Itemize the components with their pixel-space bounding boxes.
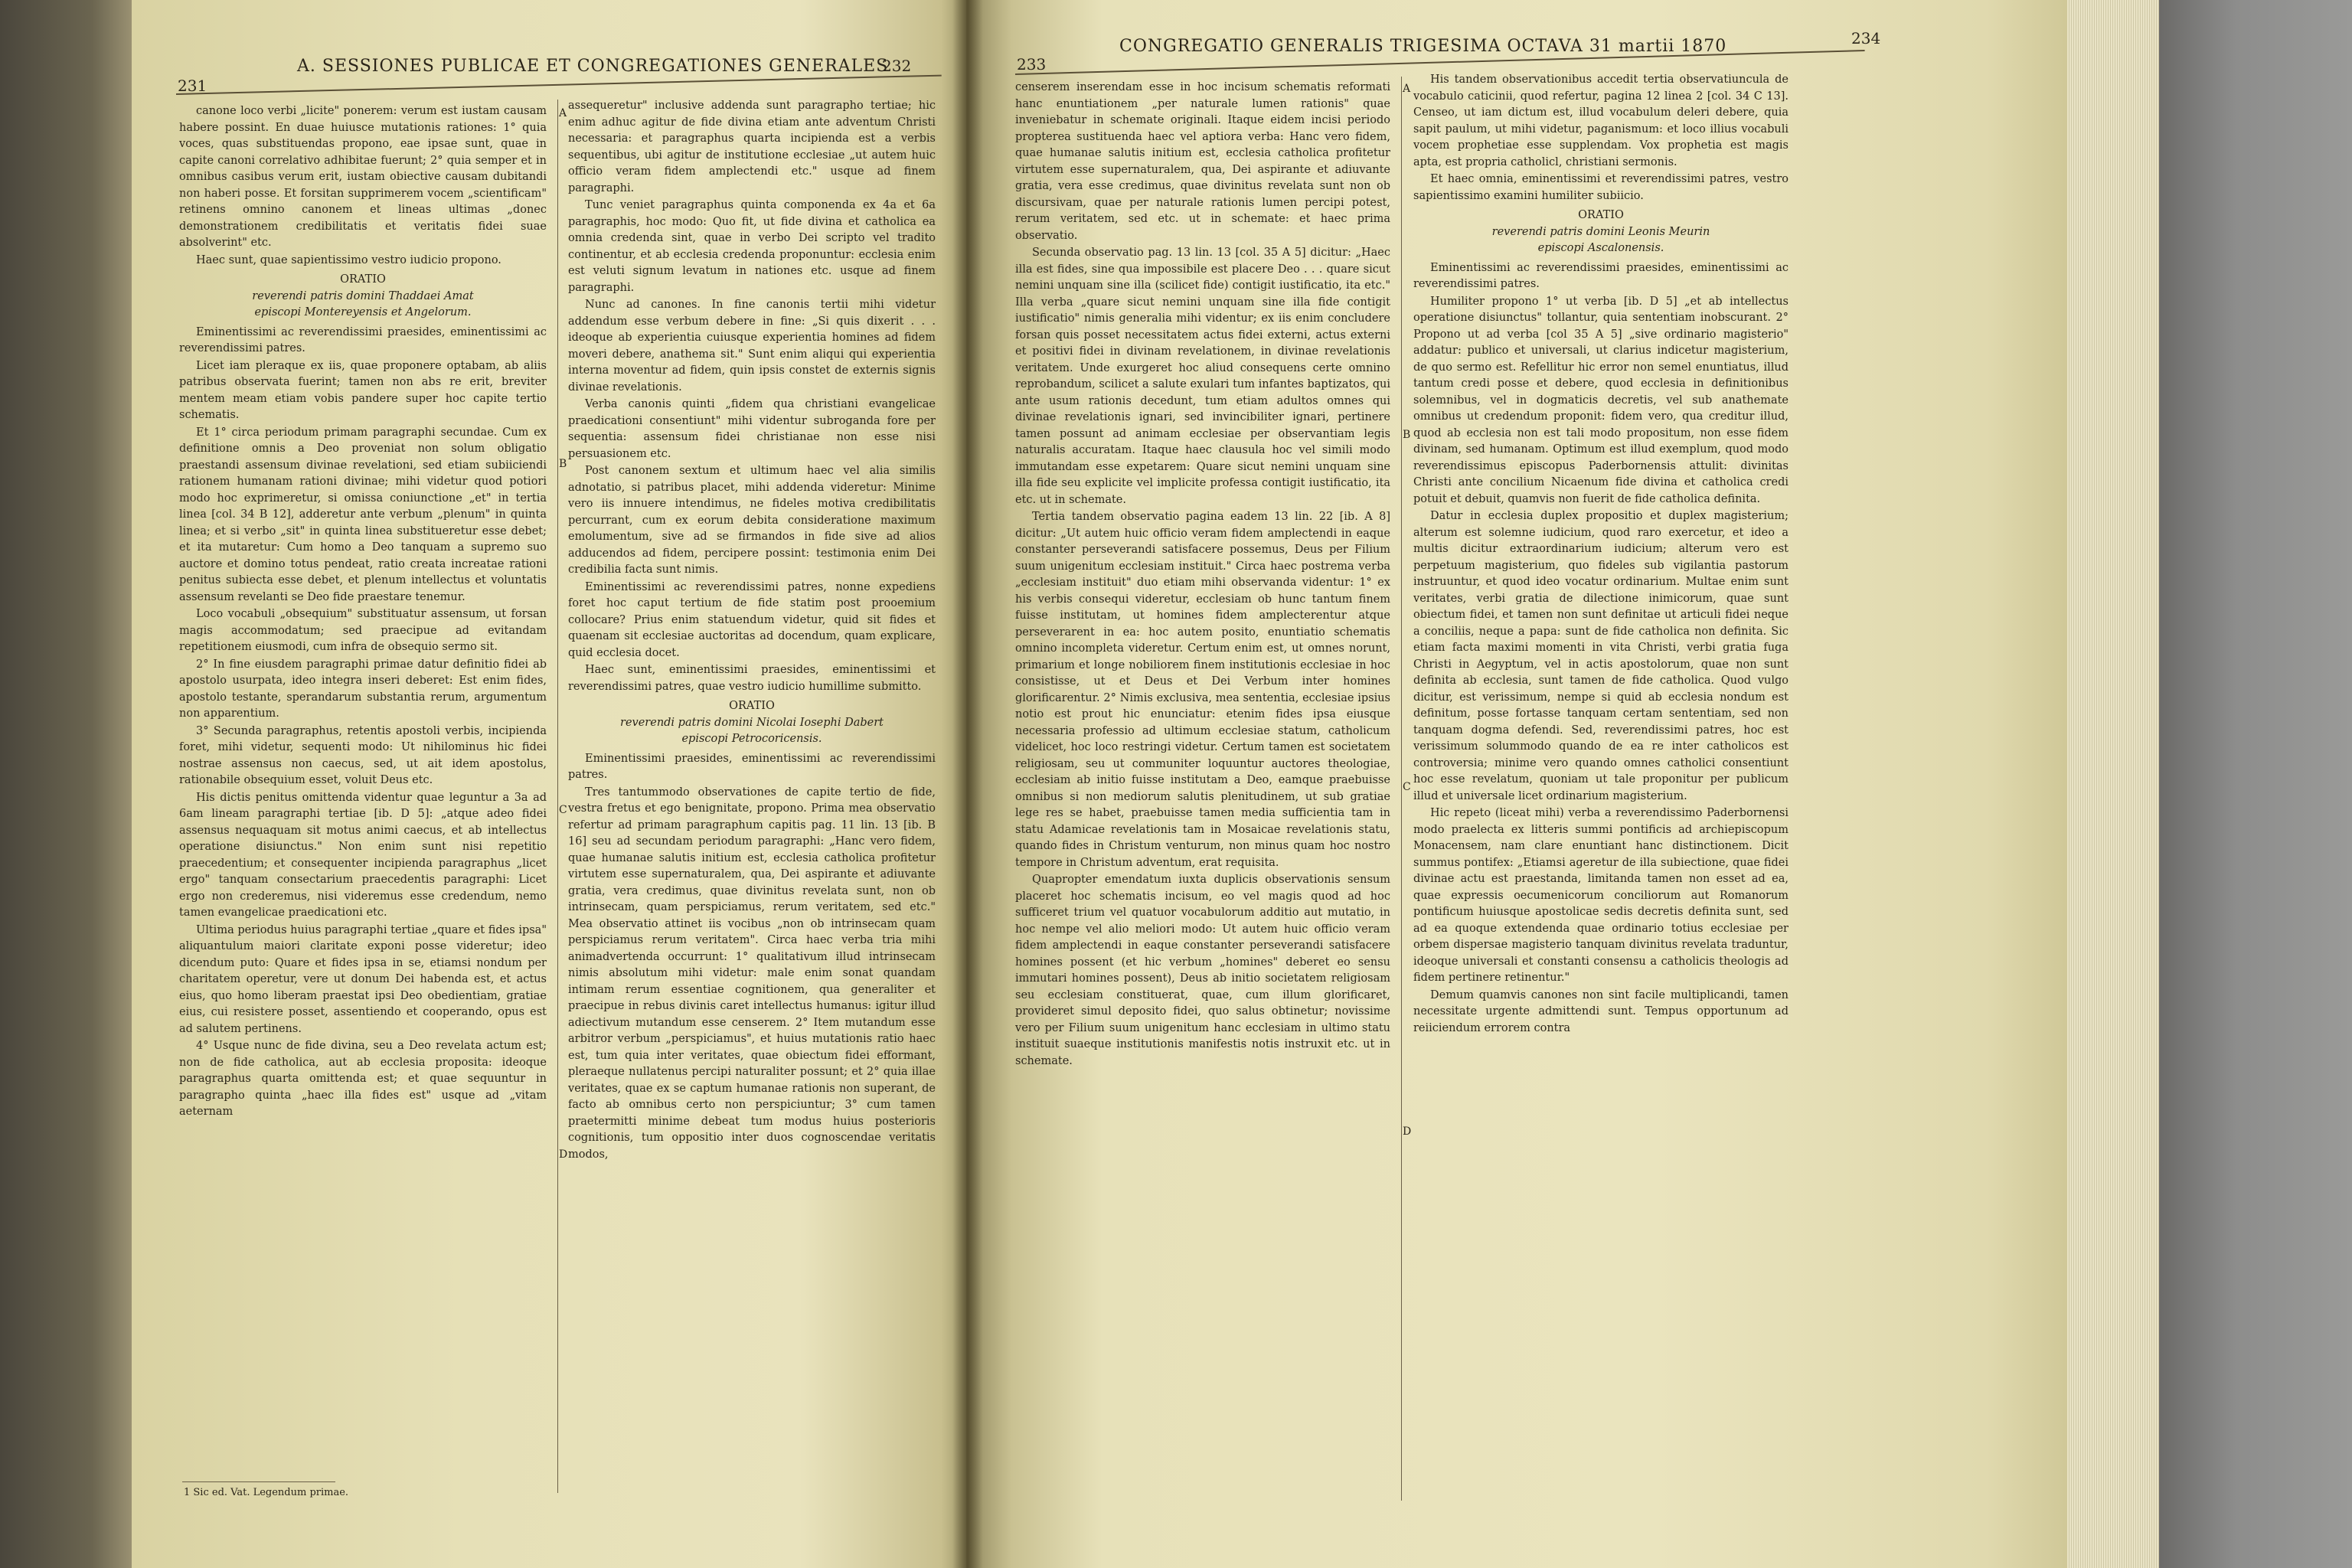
- paragraph: Eminentissimi ac reverendissimi praesides, eminentissimi ac reverendissimi patres.: [1413, 261, 1788, 290]
- running-head: A. SESSIONES PUBLICAE ET CONGREGATIONES GENERALES: [297, 57, 889, 76]
- paragraph: Tertia tandem observatio pagina eadem 13 lin. 22 [ib. A 8] dicitur: „Ut autem huic officio veram fidem amplectendi in eaque constanter perseverandi satisfacere possemus, Deus per Filium suum unigenitum ecclesiam instituit." Circa haec postrema verba „ecclesiam instituit" duo etiam mihi observanda videntur: 1° ex his verbis consequi videretur, ecclesiam ob hunc tantum finem fuisse institutam, ut homines fidem amplecterentur atque perseverarent in ea: hoc autem posito, enuntiatio schematis omnino incompleta videretur. Certum enim est, ut omnes norunt, primarium et longe nobiliorem finem institutionis ecclesiae in hoc consistisse, ut et Deus et Dei Verbum inter homines glorificarentur. 2° Nimis exclusiva, mea sententia, ecclesiae ipsius notio est prout hic enunciatur: etenim fides ipsa eiusque necessaria professio ad ultimum ecclesiae statum, catholicum videlicet, hoc loco restringi videtur. Certum tamen est societatem religiosam, seu ut communiter loquuntur auctores theologiae, ecclesiam ab initio fuisse institutam a Deo, eamque praebuisse omnibus si non mediorum salutis plenitudinem, ut sub gratiae lege res se habet, praebuisse tamen media sufficientia tam in statu Adamicae revelationis tam in Mosaicae revelationis statu, quando fides in Christum venturum, non minus quam hoc nostro tempore in Christum adventum, erat requisita.: [1015, 511, 1390, 869]
- paragraph: Tres tantummodo observationes de capite tertio de fide, vestra fretus et ego benignitate, propono. Prima mea observatio refertur ad primam paragraphum capitis pag. 11 lin. 13 [ib. B 16] seu ad secundam periodum paragraphi: „Hanc vero fidem, quae humanae salutis initium est, ecclesia catholica profitetur virtutem esse supernaturalem, qua, Dei aspirante et adiuvante gratia, vera credimus, quae divinitus revelata sunt, non ob intrinsecam, quam perspiciamus, rerum veritatem, sed etc." Mea observatio attinet iis vocibus „non ob intrinsecam quam perspiciamus rerum veritatem". Circa haec verba tria mihi animadvertenda occurrunt: 1° qualitativum illud intrinsecam nimis absolutum mihi videtur: male enim sonat quandam intimam rerum essentiae cognitionem, qua generaliter et praecipue in rebus divinis caret intellectus humanus: igitur illud adiectivum mutandum esse censerem. 2° Item mutandum esse arbitror verbum „perspiciamus", et huius mutationis ratio haec est, tum quia inter veritates, quae obiectum fidei efformant, pleraeque nullatenus percipi naturaliter possunt; et 2° quia illae veritates, quae ex se captum humanae rationis non superant, de facto ab omnibus certo non perspiciuntur; 3° cum tamen praetermitti minime debeat tum modus huius posterioris cognitionis, tum oppositio inter duos cognoscendae veritatis modos,: [568, 786, 936, 1161]
- oratio-heading: ORATIO: [1578, 209, 1624, 221]
- left-column-2: [568, 98, 936, 1507]
- paragraph: Secunda observatio pag. 13 lin. 13 [col. 35 A 5] dicitur: „Haec illa est fides, sine qua impossibile est placere Deo . . . quare sicut nemini unquam sine illa (scilicet fide) contigit iustificatio, ita etc." Illa verba „quare sicut nemini unquam sine illa fide contigit iustificatio" nimis generalia mihi videntur; ex iis enim concludere forsan quis posset necessitatem actus fidei externi, actus externi et positivi fidei in divinam revelationem, in divinae revelationis veritatem. Unde exurgeret hoc aliud consequens certe omnino reprobandum, scilicet a salute exulari tum infantes baptizatos, qui ante usum rationis decedunt, tum etiam adultos omnes qui divinae revelationis ignari, sed invincibiliter ignari, pertinere tamen possunt ad animam ecclesiae per observantiam legis naturalis accuratam. Itaque haec clausula hoc vel simili modo immutandam esse expetarem: Quare sicut nemini unquam sine illa fide seu explicite vel implicite professa contigit iustificatio, ita etc. ut in schemate.: [1015, 247, 1390, 506]
- left-column-1: [179, 103, 547, 1481]
- paragraph: His dictis penitus omittenda videntur quae leguntur a 3a ad 6am lineam paragraphi tertiae [ib. D 5]: „atque adeo fidei assensus nequaquam sit motus animi caecus, et ab intellectus operatione disiunctus." Non enim sunt nisi repetitio praecedentium; et consequenter incipienda paragraphus „licet ergo" tanquam consectarium praecedentis paragraphi: Licet ergo non crederemus, nisi videremus esse credendum, nemo tamen evangelicae praedicationi etc.: [179, 791, 547, 919]
- footnote-rule: [182, 1481, 335, 1482]
- page-number: 234: [1851, 29, 1881, 47]
- table-surface: [2159, 0, 2352, 1568]
- margin-marker: C: [559, 804, 567, 816]
- paragraph: Humiliter propono 1° ut verba [ib. D 5] „et ab intellectus operatione disiunctus" tollantur, quia sententiam inobscurant. 2° Propono ut ad verba [col 35 A 5] „sive ordinario magisterio" addatur: publico et universali, ut clarius indicetur magisterium, de quo sermo est. Refellitur hic error non semel enuntiatus, illud tantum credi posse et debere, quod ecclesia in definitionibus solemnibus, vel in dogmaticis decretis, vel sub anathemate omnibus ut credendum proponit: fidem vero, qua creditur illud, quod ab ecclesia non est tali modo propositum, non esse fidem divinam, sed humanam. Optimum est illud exemplum, quod modo reverendissimus episcopus Paderbornensis attulit: divinitas Christi ante concilium Nicaenum fide divina et catholica credi potuit et debuit, quamvis non fuerit de fide catholica definita.: [1413, 295, 1788, 505]
- background-left: [0, 0, 132, 1568]
- paragraph: Verba canonis quinti „fidem qua christiani evangelicae praedicationi consentiunt" mihi videntur subroganda fore per sequentia: assensum fidei christianae non esse nisi persuasionem etc.: [568, 398, 936, 460]
- paragraph: Eminentissimi ac reverendissimi praesides, eminentissimi ac reverendissimi patres.: [179, 325, 547, 354]
- margin-marker: A: [1403, 83, 1411, 95]
- column-rule: [1401, 77, 1402, 1501]
- paragraph: Haec sunt, eminentissimi praesides, eminentissimi et reverendissimi patres, quae vestro iudicio humillime submitto.: [568, 664, 936, 693]
- paragraph: Loco vocabuli „obsequium" substituatur assensum, ut forsan magis accommodatum; sed praecipue ad evitandam repetitionem eiusmodi, cum infra de obsequio sermo sit.: [179, 608, 547, 653]
- paragraph: 2° In fine eiusdem paragraphi primae datur definitio fidei ab apostolo usurpata, ideo integra inseri deberet: Est enim fides, apostolo testante, sperandarum substantia rerum, argumentum non apparentium.: [179, 658, 547, 720]
- right-column-1: [1015, 80, 1390, 1504]
- paragraph: 3° Secunda paragraphus, retentis apostoli verbis, incipienda foret, mihi videtur, sequenti modo: Ut nihilominus hic fidei nostrae assensus non caecus, sed, ut ait idem apostolus, rationabile obsequium esset, voluit Deus etc.: [179, 724, 547, 786]
- speaker-see: episcopi Ascalonensis.: [1537, 242, 1664, 254]
- paragraph: His tandem observationibus accedit tertia observatiuncula de vocabulo caticinii, quod refertur, pagina 12 linea 2 [col. 34 C 13]. Censeo, ut iam dictum est, illud vocabulum deleri debere, quia sapit paulum, ut mihi videtur, paganismum: et loco illius vocabuli vocem prophetiae esse supplendam. Vox prophetia est magis apta, est propria catholicl, christiani sermonis.: [1413, 74, 1788, 168]
- page-edges: [2067, 0, 2159, 1568]
- right-column-2: [1413, 72, 1788, 1496]
- speaker-see: episcopi Petrocoricensis.: [681, 733, 822, 745]
- paragraph: Tunc veniet paragraphus quinta componenda ex 4a et 6a paragraphis, hoc modo: Quo fit, ut fide divina et catholica ea omnia credenda sint, quae in verbo Dei scripto vel tradito continentur, et ab ecclesia credenda proponuntur: ecclesia enim est veluti signum levatum in nationes etc. usque ad finem paragraphi.: [568, 199, 936, 294]
- paragraph: Post canonem sextum et ultimum haec vel alia similis adnotatio, si patribus placet, mihi addenda videretur: Minime vero iis innuere intendimus, ne fideles motiva credibilitatis percurrant, cum ex eorum debita consideratione maximum emolumentum, sive ad se firmandos in fide sive ad alios adducendos ad fidem, percipere possint: testimonia enim Dei credibilia facta sunt nimis.: [568, 465, 936, 576]
- oratio-heading: ORATIO: [729, 700, 775, 712]
- running-head: CONGREGATIO GENERALIS TRIGESIMA OCTAVA 31 martii 1870: [1119, 37, 1727, 56]
- speaker-see: episcopi Montereyensis et Angelorum.: [254, 306, 472, 318]
- margin-marker: B: [559, 458, 567, 470]
- margin-marker: D: [1403, 1125, 1412, 1138]
- paragraph: canone loco verbi „licite" ponerem: verum est iustam causam habere possint. En duae huiusce mutationis rationes: 1° quia voces, quas substituendas propono, eae ipsae sunt, quae in capite canoni correlativo adhibitae fuerunt; 2° quia semper et in omnibus casibus verum erit, iustam obiective causam dubitandi non haberi posse. Et forsitan supprimerem vocem „scientificam" retinens omnino canonem et lineas ultimas „donec demonstrationem credibilitatis et veritatis fidei suae absolverint" etc.: [179, 105, 547, 249]
- paragraph: Eminentissimi praesides, eminentissimi ac reverendissimi patres.: [568, 752, 936, 781]
- footnote: 1 Sic ed. Vat. Legendum primae.: [184, 1487, 349, 1498]
- speaker-name: reverendi patris domini Thaddaei Amat: [252, 289, 474, 302]
- paragraph: Datur in ecclesia duplex propositio et duplex magisterium; alterum est solemne iudicium, quod raro exercetur, et ideo a multis dicitur extraordinarium iudicium; alterum vero est perpetuum magisterium, quo fideles sub vigilantia pastorum instruuntur, et quod ideo vocatur ordinarium. Multae enim sunt veritates, verbi gratia de dilectione inimicorum, quae sunt obiectum fidei, et tamen non sunt definitae ut articuli fidei neque a conciliis, neque a papa: sunt de fide catholica non definita. Sic etiam facta maximi momenti in vita Christi, verbi gratia fuga Christi in Aegyptum, vel in actis apostolorum, quae non sunt definita ab ecclesia, sunt tamen de fide catholica. Quod vulgo dicitur, est verissimum, nempe si quid ab ecclesia nondum est definitum, posse fortasse tanquam certam sententiam, sed non tanquam dogma defendi. Sed, reverendissimi patres, hoc est verissimum solummodo quando de ea re inter catholicos est controversia; minime vero quando omnes catholici consentiunt hoc esse revelatum, quoniam ut tale proponitur per publicum illud et universale licet ordinarium magisterium.: [1413, 510, 1788, 802]
- page-number: 231: [178, 77, 207, 95]
- paragraph: Nunc ad canones. In fine canonis tertii mihi videtur addendum esse verbum debere in fine: „Si quis dixerit . . . ideoque ab experientia cuiusque experientia homines ad fidem moveri debere, anathema sit." Sunt enim aliqui qui experientia interna moventur ad fidem, quin ipsis constet de externis signis divinae revelationis.: [568, 299, 936, 394]
- speaker-name: reverendi patris domini Nicolai Iosephi Dabert: [620, 716, 884, 729]
- margin-marker: D: [559, 1148, 568, 1161]
- margin-marker: B: [1403, 429, 1411, 441]
- page-number: 232: [882, 57, 912, 75]
- paragraph: 4° Usque nunc de fide divina, seu a Deo revelata actum est; non de fide catholica, aut ab ecclesia proposita: ideoque paragraphus quarta omittenda est; et quae sequuntur in paragrapho quinta „haec illa fides est" usque ad „vitam aeternam: [179, 1040, 547, 1118]
- paragraph: Haec sunt, quae sapientissimo vestro iudicio propono.: [196, 253, 501, 266]
- paragraph: Hic repeto (liceat mihi) verba a reverendissimo Paderbornensi modo praelecta ex litteris summi pontificis ad archiepiscopum Monacensem, nam clare enuntiant hanc distinctionem. Dicit summus pontifex: „Etiamsi ageretur de illa subiectione, quae fidei divinae actu est praestanda, limitanda tamen non esset ad ea, quae expressis oecumenicorum conciliorum aut Romanorum pontificum huiusque apostolicae sedis decretis definita sunt, sed ad ea quoque extendenda quae ordinario totius ecclesiae per orbem dispersae magisterio tanquam divinitus revelata traduntur, ideoque universali et constanti consensu a catholicis theologis ad fidem pertinere retinentur.": [1413, 807, 1788, 984]
- column-rule: [557, 100, 558, 1493]
- margin-marker: C: [1403, 781, 1411, 793]
- paragraph: Quapropter emendatum iuxta duplicis observationis sensum placeret hoc schematis incisum, eo vel magis quod ad hoc sufficeret trium vel quatuor vocabulorum additio aut mutatio, in hoc nempe vel alio meliori modo: Ut autem huic officio veram fidem amplectendi in eaque constanter perseverandi satisfacere homines possent (et hic verbum „homines" deberet eo sensu immutari homines possent), Deus ab initio societatem religiosam seu ecclesiam constituerat, quae, cum illum glorificaret, provideret simul deposito fidei, quo salus obtinetur; novissime vero per Filium suum unigenitum hanc ecclesiam in ultimo statu instituit suaeque institutionis manifestis notis instruxit etc. ut in schemate.: [1015, 874, 1390, 1067]
- speaker-name: reverendi patris domini Leonis Meurin: [1491, 225, 1710, 238]
- paragraph: Ultima periodus huius paragraphi tertiae „quare et fides ipsa" aliquantulum maiori claritate exponi posse videretur; ideo dicendum puto: Quare et fides ipsa in se, etiamsi nondum per charitatem operetur, vere ut donum Dei habenda est, et actus eius, quo homo liberam praestat ipsi Deo obedientiam, gratiae eius, cui resistere posset, assentiendo et cooperando, opus est ad salutem pertinens.: [179, 923, 547, 1035]
- paragraph: Eminentissimi ac reverendissimi patres, nonne expediens foret hoc caput tertium de fide statim post prooemium collocare? Prius enim statuendum videtur, quid sit fides et quaenam sit ecclesiae auctoritas ad docendum, quam explicare, quid ecclesia docet.: [568, 580, 936, 659]
- paragraph: censerem inserendam esse in hoc incisum schematis reformati hanc enuntiationem „per naturale lumen rationis" quae inveniebatur in schemate originali. Itaque eidem incisi periodo propterea sustituenda haec vel aptiora verba: Hanc vero fidem, quae humanae salutis initium est, ecclesia catholica profitetur virtutem esse supernaturalem, qua, Dei aspirante et adiuvante gratia, vera esse credimus, quae divinitus revelata sunt non ob discursivam, quae per naturale rationis lumen percipi potest, rerum veritatem, sed etc. ut in schemate: et haec prima observatio.: [1015, 81, 1390, 242]
- book-gutter: [952, 0, 983, 1568]
- oratio-heading: ORATIO: [340, 273, 386, 286]
- paragraph: assequeretur" inclusive addenda sunt paragrapho tertiae; hic enim adhuc agitur de fide divina etiam ante adventum Christi necessaria: et paragraphus quarta incipienda est a verbis sequentibus, ubi agitur de institutione ecclesiae „ut autem huic officio veram fidem amplectendi etc." usque ad finem paragraphi.: [568, 100, 936, 194]
- paragraph: Et haec omnia, eminentissimi et reverendissimi patres, vestro sapientissimo examini humiliter subiicio.: [1413, 173, 1788, 202]
- paragraph: Demum quamvis canones non sint facile multiplicandi, tamen necessitate urgente admittendi sunt. Tempus opportunum ad reiiciendum errorem contra: [1413, 988, 1788, 1034]
- page-number: 233: [1017, 55, 1047, 74]
- paragraph: Licet iam pleraque ex iis, quae proponere optabam, ab aliis patribus observata fuerint; tamen non abs re erit, breviter mentem meam etiam vobis pandere super hoc capite tertio schematis.: [179, 359, 547, 421]
- margin-marker: A: [559, 107, 567, 119]
- paragraph: Et 1° circa periodum primam paragraphi secundae. Cum ex definitione omnis a Deo proveniat non solum obligatio praestandi assensum divinae revelationi, sed etiam subiiciendi rationem humanam rationi divinae; mihi videtur quod potiori modo hoc exprimeretur, si omissa coniunctione „et" in tertia linea [col. 34 B 12], adderetur ante verbum „plenum" in quinta linea; et si verbo „sit" in quinta linea substitueretur esse debet; et ita mutaretur: Cum homo a Deo tanquam a supremo suo auctore et domino totus pendeat, ratio creata increatae rationi penitus subiecta esse debet, et plenum intellectus et voluntatis assensum revelanti se Deo fide praestare tenemur.: [179, 426, 547, 603]
